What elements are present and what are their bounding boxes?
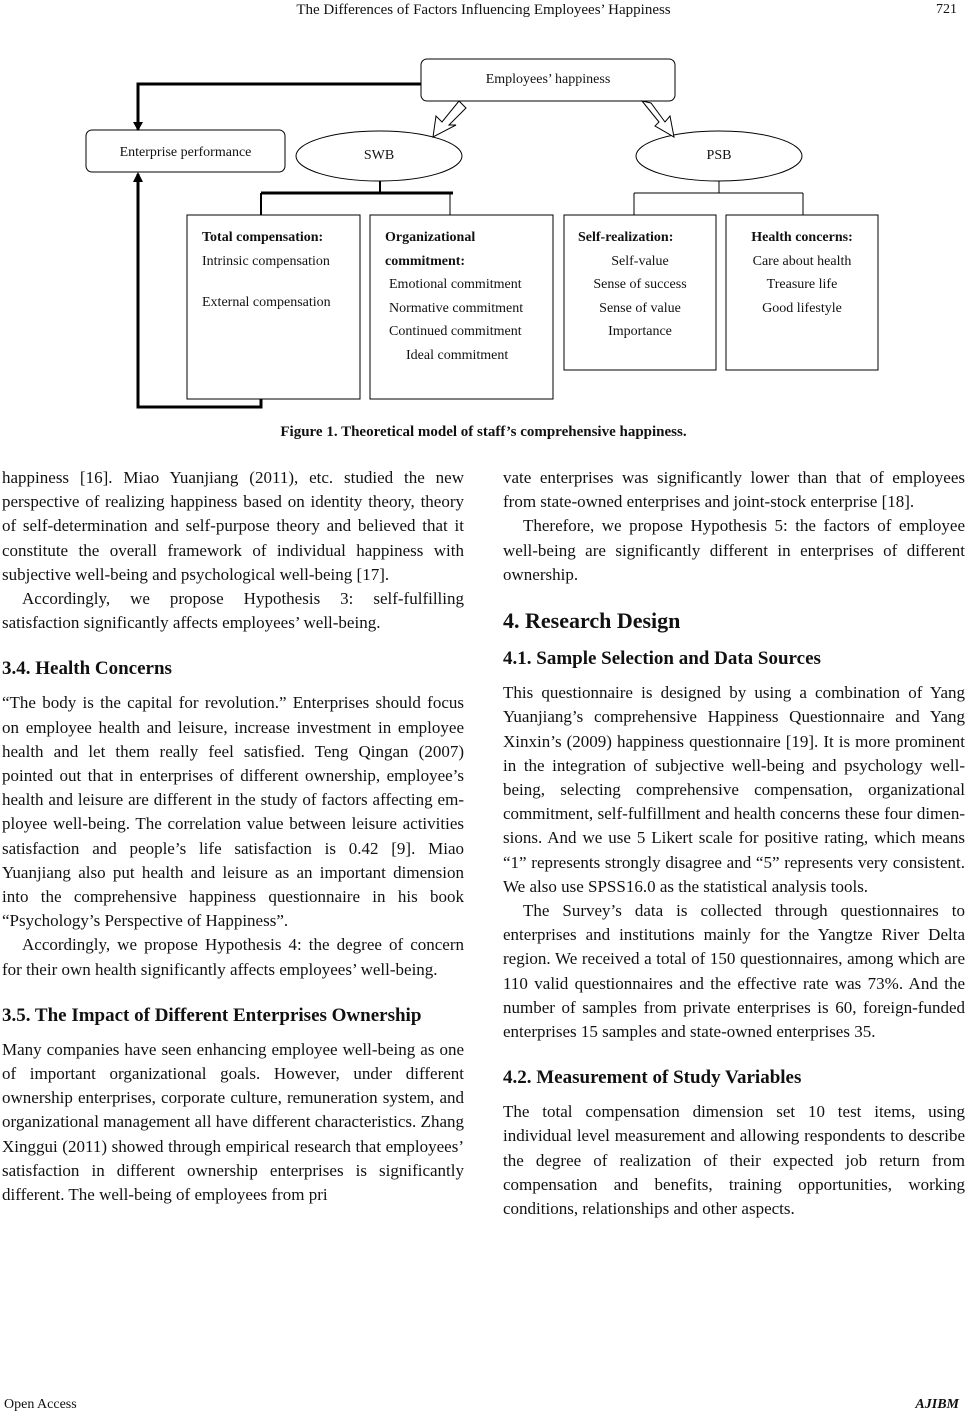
organizational-commitment-item: Continued commitment (389, 324, 522, 339)
paragraph: This questionnaire is designed by using a combination of Yang Yuanjiang’s comprehensive Happiness Questionnaire and Yang Xinxin’s (2009) happiness questionnaire [19]. It is more prominent in the integration of subjective well-being and psychology well-being, selecting comprehensive compensation, organizational commitment, self-fulfillment and health concerns these four dimensions. And we use 5 Likert scale for positive rating, which means “1” represents strongly disagree and “5” represents very consistent. We also use SPSS16.0 as the statistical analysis tools. (503, 683, 965, 896)
paragraph: Many companies have seen enhancing employee well-being as one of important organizational goals. However, under different ownership enterprises, corporate culture, remuneration system, and organizational management all have different characteristics. Zhang Xinggui (2011) showed through empirical research that employees’ satisfaction in different ownership enterprises is significantly different. The well-being of employees from pri (2, 1039, 464, 1205)
health-concerns-item: Treasure life (766, 277, 838, 292)
arrow-to-psb (642, 101, 674, 137)
paragraph: The Survey’s data is collected through questionnaires to enterprises and institutions mainly for the Yangtze River Delta region. We received a total of 150 questionnaires, among which are 110 valid questionnaires and the effective rate was 73%. And the number of samples from private enterprises is 60, foreign-funded enterprises 15 samples and state-owned enterprises 35. (503, 901, 965, 1042)
paragraph: Therefore, we propose Hypothesis 5: the factors of employee well-being are significantly different in enterprises of different ownership. (503, 516, 965, 584)
total-compensation-heading: Total compensation: (202, 230, 324, 245)
self-realization-item: Importance (608, 324, 672, 339)
paragraph: The total compensation dimension set 10 test items, using individual level measurement and allowing respondents to describe the degree of realization of their expected job return from compensation and benefits, training opportunities, working conditions, relationships and other aspects. (503, 1102, 965, 1219)
paragraph: Accordingly, we propose Hypothesis 4: the degree of concern for their own health significantly affects employees’ well-being. (2, 935, 464, 979)
organizational-commitment-heading-2: commitment: (385, 253, 466, 269)
right-column (503, 466, 965, 1221)
self-realization-text (564, 226, 716, 344)
section-heading-3-5: 3.5. The Impact of Different Enterprises Ownership (2, 1004, 422, 1026)
paragraph: “The body is the capital for revolution.” Enterprises should focus on employee health and leisure, increase investment in employee health and let them really feel satisfied. Teng Qingan (2007) pointed out that in enterprises of different ownership, employee’s health and leisure are different in the study of factors affecting employee well-being. The correlation value between leisure activities satisfaction and people’s life satisfaction is 0.42 [9]. Miao Yuanjiang also put health and leisure as an important dimension into the comprehensive happiness questionnaire in his book “Psychology’s Perspective of Happiness”. (2, 693, 464, 931)
label-psb: PSB (706, 148, 732, 163)
figure-1 (0, 50, 967, 420)
label-employees-happiness: Employees’ happiness (485, 72, 611, 87)
total-compensation-text (202, 226, 352, 315)
organizational-commitment-item: Ideal commitment (406, 347, 509, 363)
figure-caption: Figure 1. Theoretical model of staff’s comprehensive happiness. (280, 424, 687, 440)
total-compensation-item: External compensation (202, 295, 331, 310)
label-swb: SWB (363, 148, 395, 163)
feedback-line-top (138, 84, 421, 130)
organizational-commitment-text (385, 226, 545, 367)
feedback-arrowhead-bottom (133, 172, 143, 182)
health-concerns-text (726, 226, 878, 320)
page-number: 721 (936, 2, 957, 17)
self-realization-item: Sense of value (599, 300, 681, 316)
footer-journal: AJIBM (915, 1397, 959, 1412)
paragraph: Accordingly, we propose Hypothesis 3: self-fulfilling satisfaction significantly affects employees’ well-being. (2, 589, 464, 633)
running-title: The Differences of Factors Influencing Employees’ Happiness (296, 2, 671, 18)
total-compensation-item: Intrinsic compensation (202, 253, 330, 269)
self-realization-item: Sense of success (593, 277, 687, 292)
health-concerns-heading: Health concerns: (751, 230, 853, 245)
section-heading-4: 4. Research Design (503, 608, 681, 634)
health-concerns-item: Care about health (752, 253, 852, 269)
paragraph: happiness [16]. Miao Yuanjiang (2011), etc. studied the new perspective of realizing happiness based on identity theory, theory of self-determination and self-purpose theory and believed that it constitute the overall framework of individual happiness with subjective well-being and psychological well-being [17]. (2, 468, 464, 584)
paragraph: vate enterprises was significantly lower than that of employees from state-owned enterprises and joint-stock enterprise [18]. (503, 468, 965, 512)
section-heading-4-1: 4.1. Sample Selection and Data Sources (503, 648, 821, 670)
footer-open-access: Open Access (4, 1397, 77, 1412)
section-heading-3-4: 3.4. Health Concerns (2, 658, 172, 680)
arrow-to-swb (433, 101, 466, 137)
label-enterprise-performance: Enterprise performance (119, 145, 252, 160)
self-realization-item: Self-value (611, 253, 669, 269)
left-column (2, 466, 464, 1207)
organizational-commitment-heading: Organizational (385, 230, 476, 245)
self-realization-heading: Self-realization: (578, 230, 674, 245)
health-concerns-item: Good lifestyle (762, 300, 842, 316)
organizational-commitment-item: Emotional commitment (389, 277, 522, 292)
section-heading-4-2: 4.2. Measurement of Study Variables (503, 1067, 802, 1089)
organizational-commitment-item: Normative commitment (389, 300, 524, 316)
